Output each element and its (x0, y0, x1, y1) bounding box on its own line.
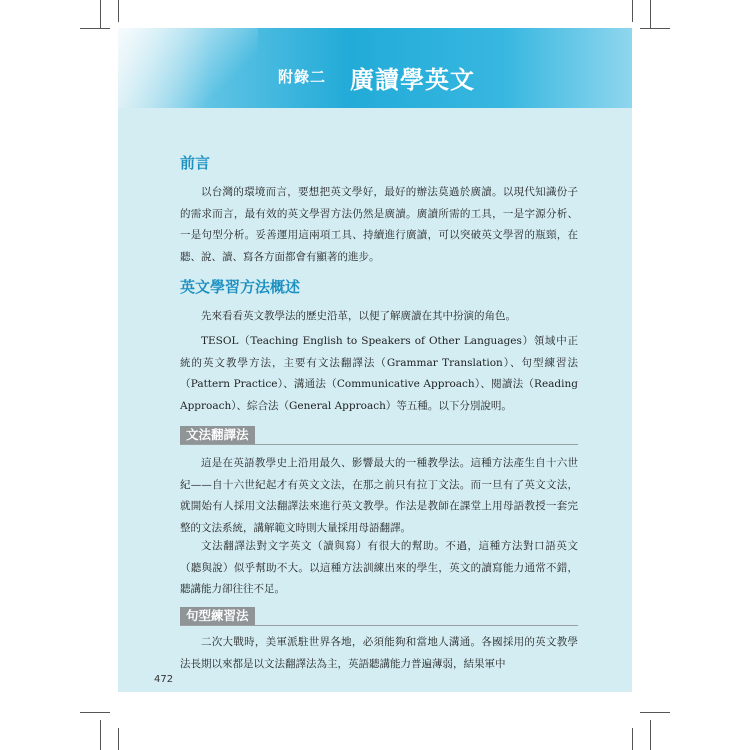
crop-mark (118, 0, 119, 22)
appendix-label: 附錄二 (278, 68, 327, 86)
crop-mark (632, 0, 633, 22)
grammar-paragraph-2: 文法翻譯法對文字英文（讀與寫）有很大的幫助。不過，這種方法對口語英文（聽與說）似乎幫助不大。以這種方法訓練出來的學生，英文的讀寫能力通常不錯，聽講能力卻往往不足。 (180, 540, 578, 595)
book-page (118, 28, 632, 692)
crop-mark (100, 0, 101, 28)
subsection-heading-grammar: 文法翻譯法 (180, 426, 255, 444)
subsection-rule (180, 625, 578, 626)
overview-paragraph-1: 先來看看英文教學法的歷史沿革，以便了解廣讀在其中扮演的角色。 (201, 310, 516, 322)
pattern-paragraph-1: 二次大戰時，美軍派駐世界各地，必須能夠和當地人溝通。各國採用的英文教學法長期以來都是以文法翻譯法為主，英語聽講能力普遍薄弱，結果軍中 (180, 636, 578, 670)
subsection-heading-pattern: 句型練習法 (180, 607, 255, 625)
crop-mark (650, 720, 651, 750)
chapter-banner (118, 28, 632, 108)
crop-mark (650, 0, 651, 28)
intro-paragraph: 以台灣的環境而言，要想把英文學好，最好的辦法莫過於廣讀。以現代知識份子的需求而言，最有效的英文學習方法仍然是廣讀。廣讀所需的工具，一是字源分析、一是句型分析。妥善運用這兩項工具、持續進行廣讀，可以突破英文學習的瓶頸，在聽、說、讀、寫各方面都會有顯著的進步。 (180, 186, 578, 263)
crop-mark (80, 712, 110, 713)
chapter-title: 廣讀學英文 (350, 66, 475, 94)
crop-mark (632, 728, 633, 750)
crop-mark (640, 712, 670, 713)
overview-paragraph-2: TESOL（Teaching English to Speakers of Other Languages）領域中正統的英文教學方法，主要有文法翻譯法（Grammar Translation）、句型練習法（Pattern Practice）、溝通法（Communicative Approach）、閱讀法（Reading Approach）、綜合法（General Approach）等五種。以下分別說明。 (180, 335, 578, 412)
section-heading-overview: 英文學習方法概述 (180, 278, 301, 296)
subsection-rule (180, 444, 578, 445)
grammar-paragraph-1: 這是在英語教學史上沿用最久、影響最大的一種教學法。這種方法產生自十六世紀——自十六世紀起才有英文文法，在那之前只有拉丁文法。而一旦有了英文文法，就開始有人採用文法翻譯法來進行英文教學。作法是教師在課堂上用母語教授一套完整的文法系統，講解範文時則大量採用母語翻譯。 (180, 457, 578, 534)
page-number: 472 (154, 674, 174, 685)
crop-mark (80, 28, 110, 29)
crop-mark (100, 720, 101, 750)
crop-mark (118, 728, 119, 750)
section-heading-intro: 前言 (180, 154, 211, 172)
crop-mark (640, 28, 670, 29)
